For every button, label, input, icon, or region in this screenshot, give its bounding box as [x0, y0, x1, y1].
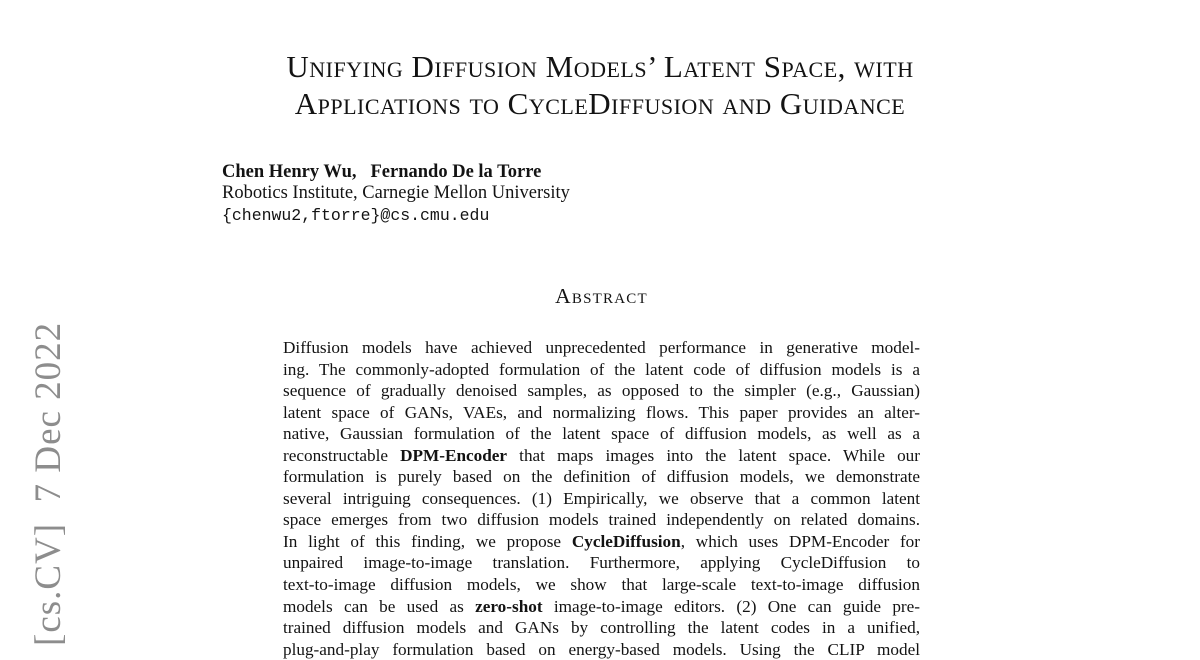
author-email: {chenwu2,ftorre}@cs.cmu.edu: [222, 206, 490, 225]
abstract-bold-text: CycleDiffusion: [571, 531, 681, 551]
abstract-text: sequence of gradually denoised samples, as opposed to the simpler (e.g., Gaussian): [283, 381, 920, 401]
abstract-body: [283, 337, 920, 660]
abstract-line: [283, 423, 920, 445]
abstract-line: [283, 552, 920, 574]
abstract-line: [283, 639, 920, 660]
abstract-line: [283, 617, 920, 639]
abstract-bold-text: DPM-Encoder: [400, 445, 508, 465]
abstract-line: [283, 509, 920, 531]
abstract-text: models can be used as: [283, 596, 476, 616]
paper-title-line1: Unifying Diffusion Models’ Latent Space, with: [286, 49, 914, 84]
abstract-text: several intriguing consequences. (1) Empirically, we observe that a common latent: [283, 488, 920, 508]
abstract-text: latent space of GANs, VAEs, and normalizing flows. This paper provides an alter-: [283, 402, 920, 422]
abstract-line: [283, 337, 920, 359]
abstract-line: [283, 488, 920, 510]
author-names: [222, 162, 570, 183]
affiliation: Robotics Institute, Carnegie Mellon University: [222, 183, 570, 203]
abstract-line: [283, 445, 920, 467]
author-name: Chen Henry Wu,: [222, 162, 357, 182]
abstract-line: [283, 380, 920, 402]
abstract-line: [283, 596, 920, 618]
arxiv-stamp: [cs.CV] 7 Dec 2022: [28, 321, 69, 646]
abstract-text: text-to-image diffusion models, we show that large-scale text-to-image diffusion: [283, 575, 920, 595]
abstract-line: [283, 466, 920, 488]
abstract-line: [283, 531, 920, 553]
abstract-text: trained diffusion models and GANs by controlling the latent codes in a unified,: [283, 618, 920, 638]
abstract-text: In light of this finding, we propose: [283, 531, 572, 551]
paper-title: [0, 49, 1200, 122]
abstract-text: reconstructable: [283, 445, 401, 465]
abstract-text: unpaired image-to-image translation. Furthermore, applying CycleDiffusion to: [283, 553, 920, 573]
abstract-line: [283, 359, 920, 381]
abstract-text: formulation is purely based on the definition of diffusion models, we demonstrate: [283, 467, 920, 487]
paper-title-line2: Applications to CycleDiffusion and Guidance: [294, 85, 906, 121]
abstract-text: image-to-image editors. (2) One can guide pre-: [542, 596, 921, 616]
abstract-text: that maps images into the latent space. While our: [507, 445, 920, 465]
abstract-text: ing. The commonly-adopted formulation of the latent code of diffusion models is a: [283, 359, 920, 379]
author-name: Fernando De la Torre: [370, 162, 542, 182]
abstract-text: native, Gaussian formulation of the latent space of diffusion models, as well as a: [283, 424, 920, 444]
abstract-section: [283, 284, 920, 660]
abstract-text: space emerges from two diffusion models trained independently on related domains.: [283, 510, 920, 530]
abstract-heading: Abstract: [555, 284, 648, 308]
abstract-line: [283, 402, 920, 424]
abstract-text: plug-and-play formulation based on energy-based models. Using the CLIP model: [283, 639, 920, 659]
abstract-text: , which uses DPM-Encoder for: [680, 531, 920, 551]
abstract-text: Diffusion models have achieved unprecedented performance in generative model-: [283, 338, 920, 357]
abstract-bold-text: zero-shot: [475, 596, 543, 616]
abstract-line: [283, 574, 920, 596]
authors-block: [222, 162, 570, 226]
